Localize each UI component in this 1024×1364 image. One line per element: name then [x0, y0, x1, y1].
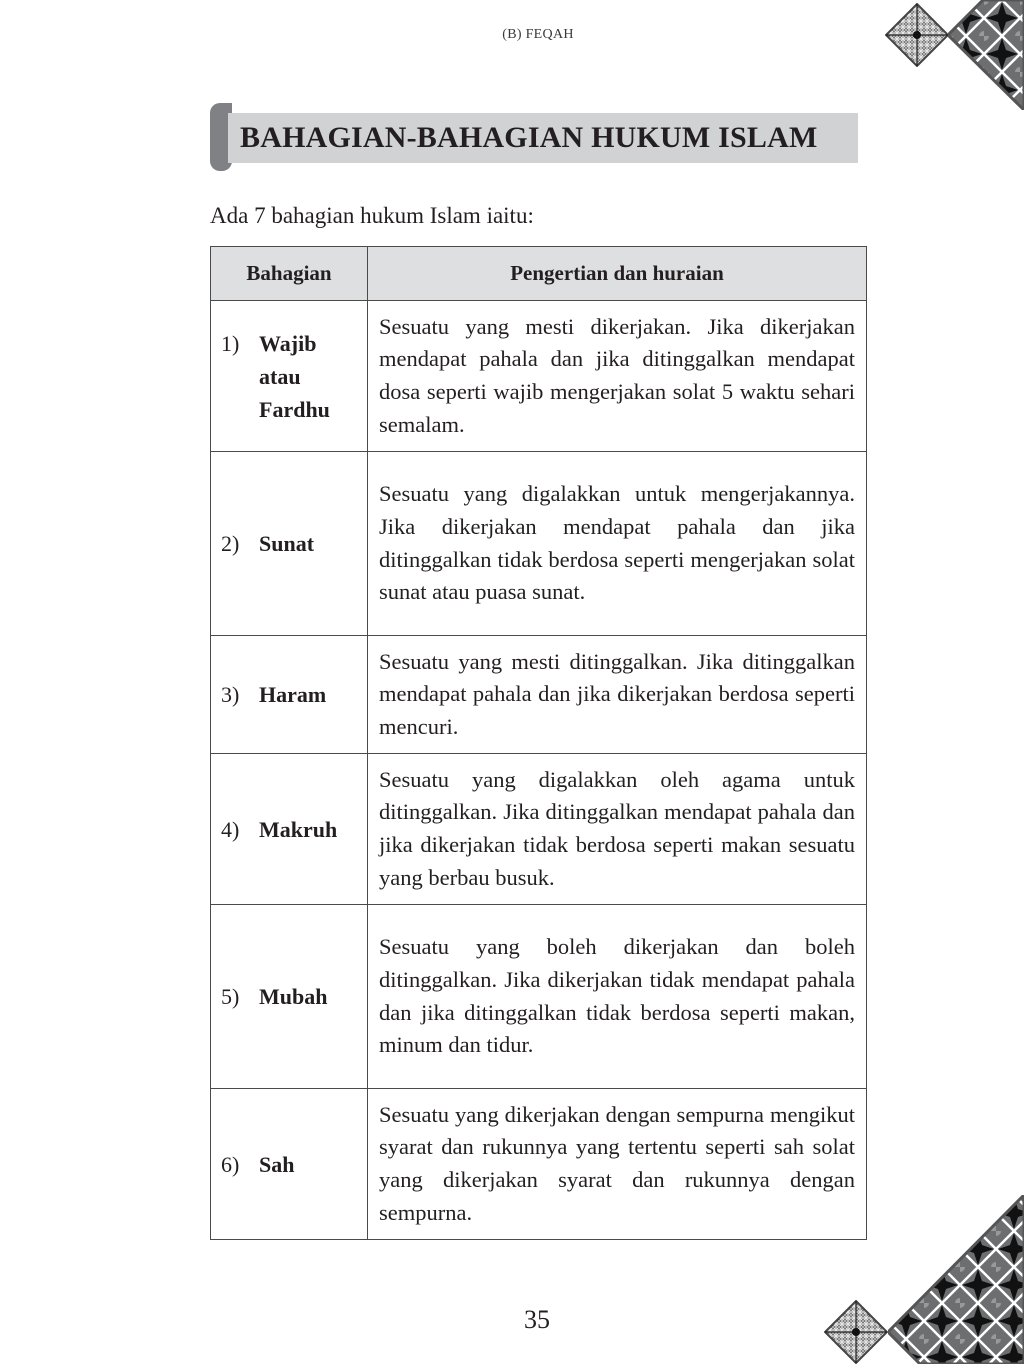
category-number: 4) — [221, 816, 240, 842]
table-row — [211, 905, 867, 1089]
table-row — [211, 1089, 867, 1240]
category-cell — [211, 452, 368, 636]
category-number: 1) — [221, 330, 240, 356]
category-number: 3) — [221, 682, 240, 707]
table-header-row — [211, 247, 867, 301]
table-row — [211, 636, 867, 754]
description-cell — [368, 905, 867, 1089]
column-header — [368, 247, 867, 301]
category-number: 5) — [221, 984, 240, 1009]
hukum-table — [210, 246, 867, 1240]
category-name: Haram — [259, 682, 327, 707]
category-name: Mubah — [259, 984, 328, 1009]
category-cell — [211, 754, 368, 905]
section-title-banner — [210, 103, 860, 171]
category-number: 2) — [221, 531, 240, 556]
intro-text: Ada 7 bahagian hukum Islam iaitu: — [210, 203, 534, 228]
table-row — [211, 301, 867, 452]
category-cell — [211, 905, 368, 1089]
description-cell — [368, 1089, 867, 1240]
running-head: (B) FEQAH — [502, 27, 574, 42]
description-text: Sesuatu yang dikerjakan dengan sempurna mengikut syarat dan rukunnya yang tertentu seperti sah solat yang dikerjakan syarat dan rukunnya dengan sempurna. — [379, 1101, 855, 1225]
category-cell — [211, 636, 368, 754]
description-cell — [368, 636, 867, 754]
description-text: Sesuatu yang digalakkan oleh agama untuk ditinggalkan. Jika ditinggalkan mendapat pahala dan jika dikerjakan tidak berdosa seperti makan sesuatu yang berbau busuk. — [379, 766, 855, 890]
category-name: Wajib atau Fardhu — [259, 330, 330, 422]
description-text: Sesuatu yang mesti ditinggalkan. Jika ditinggalkan mendapat pahala dan jika dikerjakan berdosa seperti mencuri. — [379, 648, 855, 739]
category-number: 6) — [221, 1151, 240, 1177]
geometric-ornament-icon — [948, 0, 1024, 110]
category-name: Makruh — [259, 816, 338, 842]
geometric-ornament-icon — [888, 1195, 1024, 1364]
category-cell — [211, 301, 368, 452]
category-cell — [211, 1089, 368, 1240]
description-cell — [368, 301, 867, 452]
description-text: Sesuatu yang mesti dikerjakan. Jika dikerjakan mendapat pahala dan jika ditinggalkan mendapat dosa seperti wajib mengerjakan solat 5 waktu sehari semalam. — [379, 313, 855, 437]
description-text: Sesuatu yang digalakkan untuk mengerjakannya. Jika dikerjakan mendapat pahala dan jika ditinggalkan tidak berdosa seperti mengerjakan solat sunat atau puasa sunat. — [379, 481, 855, 605]
description-cell — [368, 754, 867, 905]
column-header — [211, 247, 368, 301]
geometric-ornament-icon — [885, 3, 949, 67]
section-title: BAHAGIAN-BAHAGIAN HUKUM ISLAM — [240, 121, 818, 154]
column-header-label: Bahagian — [246, 261, 332, 285]
geometric-ornament-icon — [824, 1300, 888, 1364]
table-row — [211, 452, 867, 636]
category-name: Sunat — [259, 531, 315, 556]
category-name: Sah — [259, 1151, 295, 1177]
column-header-label: Pengertian dan huraian — [510, 261, 724, 285]
description-text: Sesuatu yang boleh dikerjakan dan boleh ditinggalkan. Jika dikerjakan tidak mendapat pahala dan jika ditinggalkan tidak berdosa seperti makan, minum dan tidur. — [379, 934, 855, 1058]
description-cell — [368, 452, 867, 636]
page-number: 35 — [524, 1305, 550, 1334]
table-row — [211, 754, 867, 905]
